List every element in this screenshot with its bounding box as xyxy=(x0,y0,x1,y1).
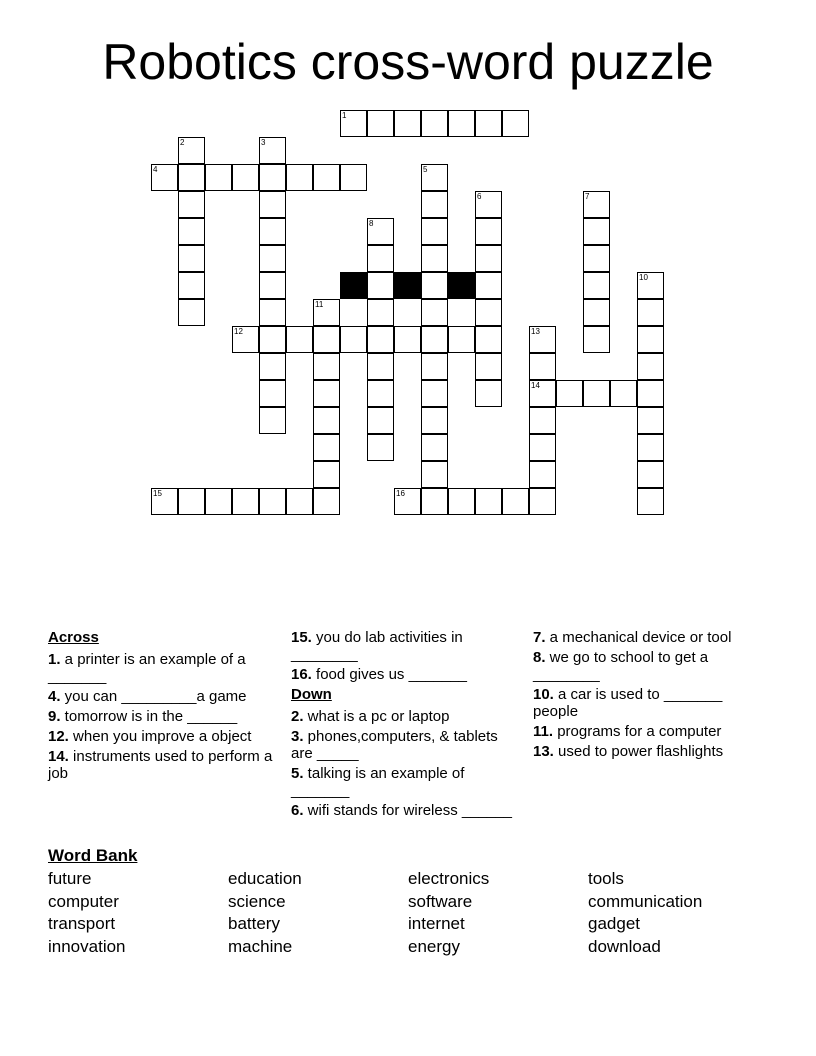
clue-number-label: 10. xyxy=(533,686,554,703)
grid-cell[interactable] xyxy=(448,488,475,515)
clue-number: 10 xyxy=(639,273,648,282)
word-bank-word: electronics xyxy=(408,869,490,888)
clue-number-label: 12. xyxy=(48,728,69,745)
clue-item xyxy=(533,686,763,720)
clue-item xyxy=(533,723,763,740)
clue-text: food gives us _______ xyxy=(311,666,467,683)
grid-cell[interactable] xyxy=(421,326,448,353)
grid-cell[interactable] xyxy=(205,164,232,191)
clue-item xyxy=(291,802,521,819)
grid-cell[interactable] xyxy=(529,488,556,515)
clue-item xyxy=(291,666,521,683)
grid-cell[interactable] xyxy=(259,326,286,353)
black-cell xyxy=(394,272,421,299)
grid-cell[interactable] xyxy=(286,488,313,515)
grid-cell[interactable] xyxy=(367,434,394,461)
clue-number-label: 13. xyxy=(533,743,554,760)
grid-cell[interactable] xyxy=(259,218,286,245)
grid-cell[interactable] xyxy=(421,191,448,218)
clue-item xyxy=(291,765,521,799)
grid-cell[interactable] xyxy=(313,326,340,353)
clue-text: when you improve a object xyxy=(68,728,252,745)
grid-cell[interactable] xyxy=(583,272,610,299)
grid-cell[interactable] xyxy=(313,380,340,407)
grid-cell[interactable] xyxy=(421,380,448,407)
grid-cell[interactable] xyxy=(556,380,583,407)
grid-cell[interactable] xyxy=(178,137,205,164)
grid-cell[interactable] xyxy=(529,380,556,407)
grid-cell[interactable] xyxy=(313,488,340,515)
grid-cell[interactable] xyxy=(475,488,502,515)
clue-text: wifi stands for wireless ______ xyxy=(303,802,512,819)
grid-cell[interactable] xyxy=(259,164,286,191)
clues-column-3 xyxy=(533,629,763,763)
grid-cell[interactable] xyxy=(448,326,475,353)
grid-cell[interactable] xyxy=(259,299,286,326)
grid-cell[interactable] xyxy=(367,353,394,380)
grid-cell[interactable] xyxy=(151,488,178,515)
clue-number: 7 xyxy=(585,192,590,201)
clue-item xyxy=(533,743,763,760)
clue-number-label: 2. xyxy=(291,708,304,725)
grid-cell[interactable] xyxy=(529,434,556,461)
grid-cell[interactable] xyxy=(178,164,205,191)
grid-cell[interactable] xyxy=(313,407,340,434)
grid-cell[interactable] xyxy=(502,110,529,137)
clue-number: 14 xyxy=(531,381,540,390)
grid-cell[interactable] xyxy=(367,326,394,353)
grid-cell[interactable] xyxy=(178,488,205,515)
word-bank-word: energy xyxy=(408,937,460,957)
grid-cell[interactable] xyxy=(475,218,502,245)
clue-number: 16 xyxy=(396,489,405,498)
word-bank-word: communication xyxy=(588,891,703,911)
grid-cell[interactable] xyxy=(259,272,286,299)
word-bank-word: machine xyxy=(228,937,293,957)
grid-cell[interactable] xyxy=(178,245,205,272)
word-bank-word: download xyxy=(588,937,661,957)
grid-cell[interactable] xyxy=(151,164,178,191)
word-bank-word: internet xyxy=(408,914,465,934)
grid-cell[interactable] xyxy=(529,461,556,488)
grid-cell[interactable] xyxy=(178,191,205,218)
clues-column-2 xyxy=(291,629,521,822)
word-bank-word: tools xyxy=(588,869,624,888)
grid-cell[interactable] xyxy=(232,488,259,515)
grid-cell[interactable] xyxy=(178,272,205,299)
grid-cell[interactable] xyxy=(637,434,664,461)
word-bank-word: software xyxy=(408,891,473,911)
clue-text: phones,computers, & tablets are _____ xyxy=(291,728,498,762)
grid-cell[interactable] xyxy=(313,461,340,488)
grid-cell[interactable] xyxy=(421,407,448,434)
clue-number-label: 1. xyxy=(48,651,61,668)
grid-cell[interactable] xyxy=(475,380,502,407)
grid-cell[interactable] xyxy=(259,353,286,380)
word-bank-word: battery xyxy=(228,914,280,934)
grid-cell[interactable] xyxy=(583,245,610,272)
clue-number: 3 xyxy=(261,138,266,147)
grid-cell[interactable] xyxy=(259,191,286,218)
grid-cell[interactable] xyxy=(475,299,502,326)
black-cell xyxy=(448,272,475,299)
grid-cell[interactable] xyxy=(637,353,664,380)
grid-cell[interactable] xyxy=(583,299,610,326)
clue-text: tomorrow is in the ______ xyxy=(60,708,238,725)
across-heading: Across xyxy=(48,629,99,646)
grid-cell[interactable] xyxy=(583,191,610,218)
grid-cell[interactable] xyxy=(313,434,340,461)
grid-cell[interactable] xyxy=(637,461,664,488)
word-bank-word: education xyxy=(228,869,302,888)
word-bank-word: gadget xyxy=(588,914,640,934)
clue-number-label: 6. xyxy=(291,802,304,819)
grid-cell[interactable] xyxy=(475,110,502,137)
grid-cell[interactable] xyxy=(637,326,664,353)
grid-cell[interactable] xyxy=(232,326,259,353)
grid-cell[interactable] xyxy=(475,353,502,380)
clue-number: 8 xyxy=(369,219,374,228)
grid-cell[interactable] xyxy=(178,218,205,245)
word-bank-word: computer xyxy=(48,891,119,911)
grid-cell[interactable] xyxy=(475,326,502,353)
clue-number: 13 xyxy=(531,327,540,336)
grid-cell[interactable] xyxy=(340,110,367,137)
clue-number-label: 4. xyxy=(48,688,61,705)
grid-cell[interactable] xyxy=(367,245,394,272)
clue-number-label: 8. xyxy=(533,649,546,666)
clue-text: programs for a computer xyxy=(553,723,722,740)
grid-cell[interactable] xyxy=(475,191,502,218)
grid-cell[interactable] xyxy=(475,272,502,299)
grid-cell[interactable] xyxy=(448,110,475,137)
grid-cell[interactable] xyxy=(286,326,313,353)
down-heading: Down xyxy=(291,686,332,703)
clues-column-1 xyxy=(48,629,278,785)
clue-text: a car is used to _______ people xyxy=(533,686,723,720)
grid-cell[interactable] xyxy=(502,488,529,515)
clue-text: a mechanical device or tool xyxy=(545,629,732,646)
grid-cell[interactable] xyxy=(367,407,394,434)
grid-cell[interactable] xyxy=(421,110,448,137)
grid-cell[interactable] xyxy=(394,110,421,137)
clue-number-label: 16. xyxy=(291,666,312,683)
clue-item xyxy=(48,708,278,725)
clue-item xyxy=(533,649,763,683)
grid-cell[interactable] xyxy=(232,164,259,191)
grid-cell[interactable] xyxy=(421,245,448,272)
grid-cell[interactable] xyxy=(259,245,286,272)
clue-text: you can _________a game xyxy=(60,688,247,705)
grid-cell[interactable] xyxy=(286,164,313,191)
clue-number-label: 3. xyxy=(291,728,304,745)
grid-cell[interactable] xyxy=(367,110,394,137)
word-bank-word: transport xyxy=(48,914,116,934)
grid-cell[interactable] xyxy=(421,299,448,326)
word-bank-word: future xyxy=(48,869,92,888)
clue-text: what is a pc or laptop xyxy=(303,708,450,725)
word-bank-word: innovation xyxy=(48,937,126,957)
clue-item xyxy=(48,748,278,782)
grid-cell[interactable] xyxy=(421,353,448,380)
grid-cell[interactable] xyxy=(259,380,286,407)
grid-cell[interactable] xyxy=(637,488,664,515)
clue-text: a printer is an example of a _______ xyxy=(48,651,246,685)
grid-cell[interactable] xyxy=(583,326,610,353)
grid-cell[interactable] xyxy=(394,488,421,515)
grid-cell[interactable] xyxy=(529,326,556,353)
clue-text: you do lab activities in ________ xyxy=(291,629,463,663)
grid-cell[interactable] xyxy=(340,164,367,191)
page-title: Robotics cross-word puzzle xyxy=(102,34,714,90)
clue-item xyxy=(291,728,521,762)
clue-number: 12 xyxy=(234,327,243,336)
clue-number-label: 11. xyxy=(533,723,554,740)
grid-cell[interactable] xyxy=(637,407,664,434)
grid-cell[interactable] xyxy=(529,353,556,380)
grid-cell[interactable] xyxy=(178,299,205,326)
grid-cell[interactable] xyxy=(313,164,340,191)
clue-number: 6 xyxy=(477,192,482,201)
grid-cell[interactable] xyxy=(205,488,232,515)
clue-number: 15 xyxy=(153,489,162,498)
grid-cell[interactable] xyxy=(529,407,556,434)
black-cell xyxy=(340,272,367,299)
clue-item xyxy=(48,688,278,705)
clue-number: 1 xyxy=(342,111,347,120)
grid-cell[interactable] xyxy=(367,299,394,326)
clue-item xyxy=(48,651,278,685)
clue-number: 2 xyxy=(180,138,185,147)
clue-item xyxy=(291,708,521,725)
clue-number: 4 xyxy=(153,165,158,174)
grid-cell[interactable] xyxy=(637,380,664,407)
grid-cell[interactable] xyxy=(475,245,502,272)
clue-number: 5 xyxy=(423,165,428,174)
grid-cell[interactable] xyxy=(421,164,448,191)
grid-cell[interactable] xyxy=(421,218,448,245)
word-bank-title: Word Bank xyxy=(48,846,138,865)
clue-item xyxy=(533,629,763,646)
clue-number-label: 5. xyxy=(291,765,304,782)
clue-text: we go to school to get a ________ xyxy=(533,649,709,683)
clue-number-label: 7. xyxy=(533,629,546,646)
grid-cell[interactable] xyxy=(637,272,664,299)
grid-cell[interactable] xyxy=(259,137,286,164)
grid-cell[interactable] xyxy=(394,326,421,353)
clue-text: instruments used to perform a job xyxy=(48,748,273,782)
clue-item xyxy=(291,629,521,663)
clue-item xyxy=(48,728,278,745)
grid-cell[interactable] xyxy=(583,218,610,245)
clue-text: talking is an example of _______ xyxy=(291,765,465,799)
grid-cell[interactable] xyxy=(421,272,448,299)
clue-text: used to power flashlights xyxy=(553,743,724,760)
grid-cell[interactable] xyxy=(340,326,367,353)
clue-number-label: 9. xyxy=(48,708,61,725)
clue-number-label: 14. xyxy=(48,748,69,765)
grid-cell[interactable] xyxy=(583,380,610,407)
grid-cell[interactable] xyxy=(610,380,637,407)
clue-number-label: 15. xyxy=(291,629,312,646)
grid-cell[interactable] xyxy=(367,218,394,245)
grid-cell[interactable] xyxy=(421,488,448,515)
grid-cell[interactable] xyxy=(313,353,340,380)
word-bank-word: science xyxy=(228,891,286,911)
grid-cell[interactable] xyxy=(259,407,286,434)
grid-cell[interactable] xyxy=(313,299,340,326)
grid-cell[interactable] xyxy=(421,461,448,488)
grid-cell[interactable] xyxy=(367,380,394,407)
grid-cell[interactable] xyxy=(367,272,394,299)
grid-cell[interactable] xyxy=(421,434,448,461)
grid-cell[interactable] xyxy=(259,488,286,515)
clue-number: 11 xyxy=(315,300,324,309)
grid-cell[interactable] xyxy=(637,299,664,326)
